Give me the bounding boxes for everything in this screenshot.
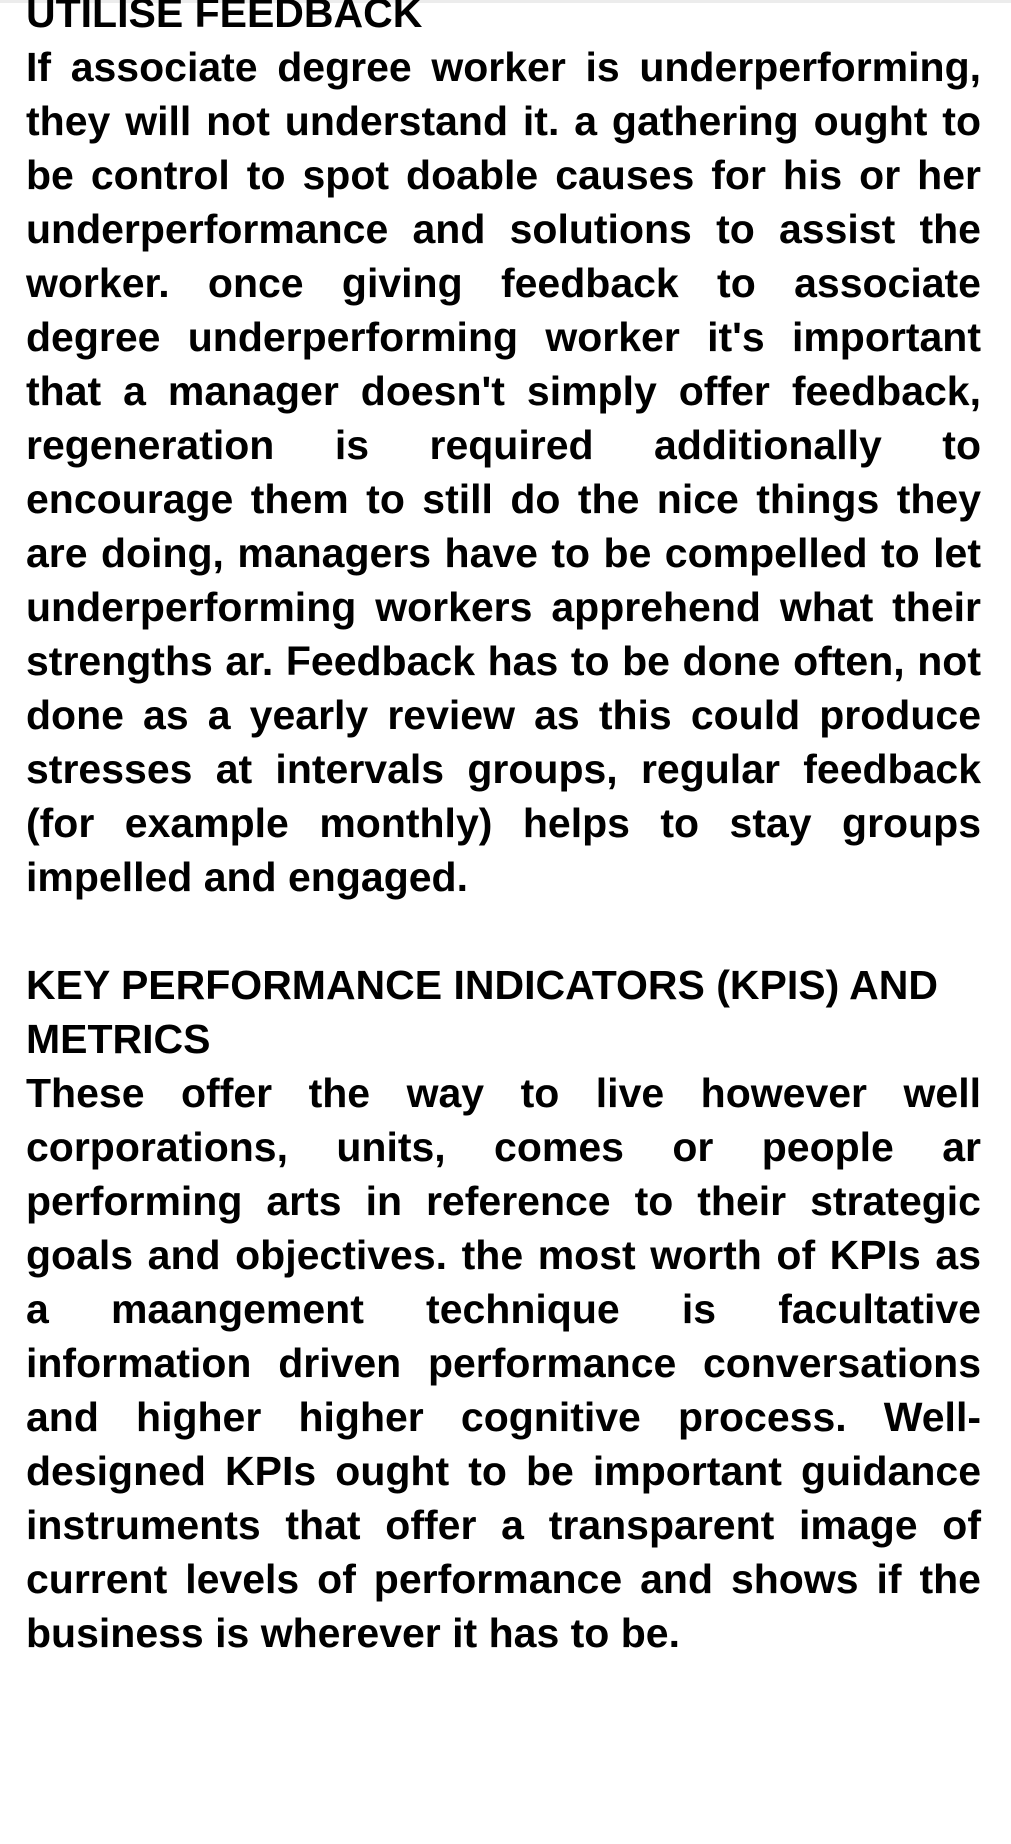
section-heading: KEY PERFORMANCE INDICATORS (KPIS) AND METRICS bbox=[26, 962, 938, 1062]
document-page bbox=[26, 0, 981, 1660]
section-heading: UTILISE FEEDBACK bbox=[26, 0, 423, 36]
section-body: If associate degree worker is underperforming, they will not understand it. a gathering ought to be control to spot doable causes for his or her underperformance and solutions to assist the worker. once giving feedback to associate degree underperforming worker it's important that a manager doesn't simply offer feedback, regeneration is required additionally to encourage them to still do the nice things they are doing, managers have to be compelled to let underperforming workers apprehend what their strengths ar. Feedback has to be done often, not done as a yearly review as this could produce stresses at intervals groups, regular feedback (for example monthly) helps to stay groups impelled and engaged. bbox=[26, 44, 981, 900]
section-utilise-feedback bbox=[26, 0, 981, 904]
section-kpis-and-metrics bbox=[26, 958, 981, 1660]
section-body: These offer the way to live however well corporations, units, comes or people ar performing arts in reference to their strategic goals and objectives. the most worth of KPIs as a maangement technique is facultative information driven performance conversations and higher higher cognitive process. Well-designed KPIs ought to be important guidance instruments that offer a transparent image of current levels of performance and shows if the business is wherever it has to be. bbox=[26, 1070, 981, 1656]
section-spacer bbox=[26, 904, 981, 958]
